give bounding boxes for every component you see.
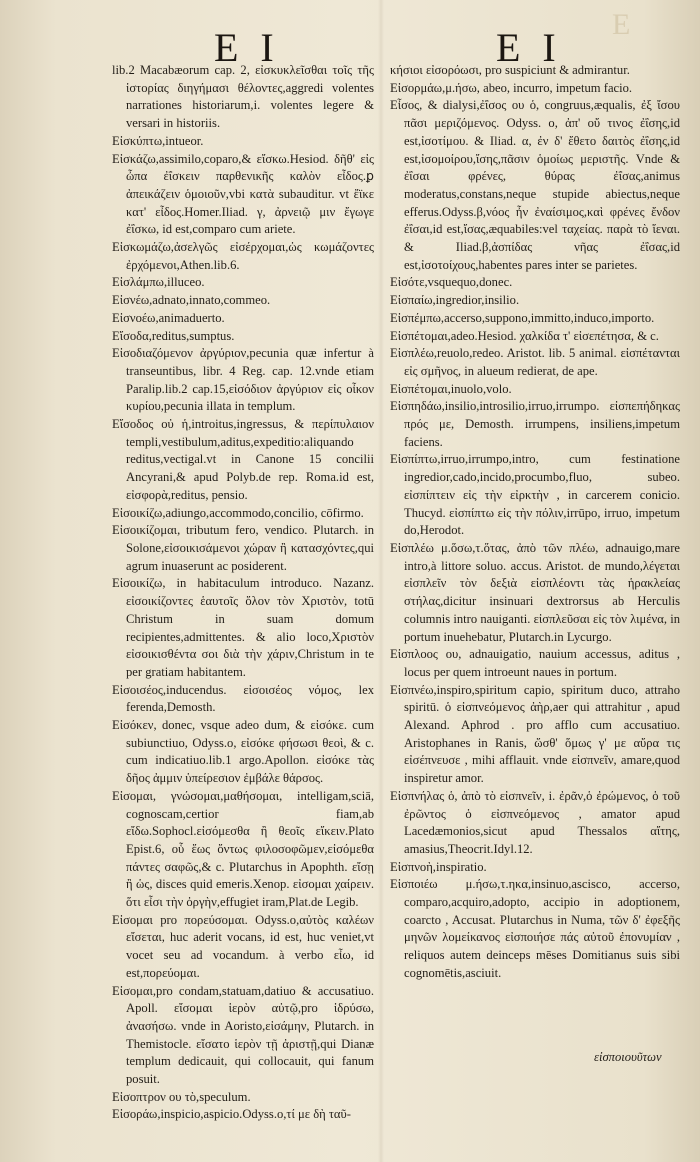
- dictionary-entry: Εἰσκωμάζω,ἀσελγῶς εἰσέρχομαι,ὡς κωμάζοντες ἐρχόμενοι,Athen.lib.6.: [112, 240, 374, 272]
- bleed-through-letter: E: [612, 8, 631, 41]
- dictionary-entry: Εἴσοδος οὐ ἡ,introitus,ingressus, & περίπυλαιον templi,vestibulum,aditus,expeditio:aliquando reditus,vectigal.vt in Canone 15 concilii Ancyrani,& apud Polyb.de rep. Roma.id est, εἰσφορὰ,reditus, pensio.: [112, 417, 374, 502]
- right-column: [390, 62, 680, 1102]
- dictionary-entry: Εἰσοράω,inspicio,aspicio.Odyss.o,τί με δὴ ταῦ-: [112, 1107, 351, 1122]
- dictionary-entry: Εἰσότε,vsquequo,donec.: [390, 275, 513, 290]
- dictionary-entry: κήσιοι εἰσορόωσι, pro suspiciunt & admirantur.: [390, 63, 630, 77]
- dictionary-entry: Εἰσοικίζω,adiungo,accommodo,concilio, cōfirmo.: [112, 505, 364, 520]
- dictionary-entry: Εἰσοπτρον ου τὸ,speculum.: [112, 1089, 251, 1104]
- dictionary-entry: Εἰσπέμπω,accerso,suppono,immitto,induco,importo.: [390, 310, 655, 325]
- dictionary-entry: Εἰσομαι pro πορεύσομαι. Odyss.o,αὐτὸς καλέων εἴσεται, huc aderit vocans, id est, huc veniet,vt vocet seu ad vocandum. à verbo εἶω, id est,πορεύομαι.: [112, 912, 374, 980]
- dictionary-entry: Εἰσκάζω,assimilo,coparo,& εἴσκω.Hesiod. δῆθ' εἰς ὦπα ἐΐσκειν παρθενικῆς καλὸν εἶδος.ꝑ ἀπεικάζειν ὁμοιοῦν,vbi κατὰ subauditur. vt ἔϊκε κατ' εἶδος.Homer.Iliad. γ, ἀρνειῷ μιν ἔγωγε ἐΐσκω, id est,comparo cum ariete.: [112, 151, 374, 237]
- dictionary-entry: Εἰσομαι, γνώσομαι,μαθήσομαι, intelligam,sciā, cognoscam,certior fiam,ab εἴδω.Sophocl.εἰσόμεσθα ἢ θεοῖς εἴκειν.Plato Epist.6, οὗ ἕως ὄντως φιλοσοφῶμεν,εἰσόμεθα πάντες σαφῶς,& c. Plutarchus in Apophth. εἴσῃ ἢ ὡς, disces quid emeris.Xenop. εἰσομαι χαίρειν. ὅτι εἶσι τὴν ὀργὴν,effugiet iram,Plat.de Legib.: [112, 788, 374, 910]
- dictionary-entry: Εἰσοδιαζόμενον ἀργύριον,pecunia quæ infertur à transeuntibus, libr. 4 Reg. cap. 12.vnde etiam Paralip.lib.2 cap.15,εἰσόδιον ἀργύριον εἰς οἶκον κυρίου,pecunia illata in templum.: [112, 346, 374, 414]
- dictionary-entry: Εἰσοικίζω, in habitaculum introduco. Nazanz. εἰσοικίζοντες ἑαυτοῖς ὅλον τὸν Χριστὸν, totū Christum in suam domum recipientes,admittentes. & alio loco,Χριστὸν εἰσοικισθέντα σοι διὰ τὴν χάριν,Christum in te per gratiam habitantem.: [112, 576, 374, 679]
- dictionary-entry: Εἰσορμάω,μ.ήσω, abeo, incurro, impetum facio.: [390, 80, 633, 95]
- dictionary-entry: Εἰσοισέος,inducendus. εἰσοισέος νόμος, lex ferenda,Demosth.: [112, 682, 374, 715]
- catchword: εἰσποιουῦτων: [594, 1050, 662, 1064]
- dictionary-entry: Εἰσπίπτω,irruo,irrumpo,intro, cum festinatione ingredior,cado,incido,procumbo,fluo, subeo. εἰσπίπτειν εἰς τὴν εἰρκτὴν , in carcerem conicio. Thucyd. εἰσπίπτω εἰς τὴν πόλιν,irrūpo, irruo, impetum do,Herodot.: [390, 452, 680, 538]
- dictionary-entry: Εἰσπαίω,ingredior,insilio.: [390, 293, 520, 308]
- dictionary-entry: Εἰσομαι,pro condam,statuam,datiuo & accusatiuo. Apoll. εἴσομαι ἱερὸν αὐτῷ,pro ἱδρύσω, ἀνασήσω. vnde in Aoristo,εἰσάμην, Plutarch. in Themistocle. εἴσατο ἱερὸν τῇ ἀριστῇ,qui Dianæ templum dedicauit, qui collocauit, qui fanum posuit.: [112, 983, 374, 1087]
- running-head-right: E I: [496, 25, 562, 70]
- dictionary-entry: Εἰσπλέω,reuolo,redeo. Aristot. lib. 5 animal. εἰσπέτανται εἰς σμῆνος, in alueum redierat, de ape.: [390, 346, 680, 378]
- dictionary-entry: Εἶσος, & dialysi,ἐΐσος ου ὁ, congruus,æqualis, ἐξ ἴσου πᾶσι μεριζόμενος. Odyss. ο, ἀπ' οὔ τινος ἐΐσης,id est,ἰσοτίμου. & Iliad. α, ἐν δ' ἔθετο δαιτὸς ἐΐσης,id est,ἰσομοίρου,ἴσης,πᾶσιν ὁμοίως μεριστῆς. Vnde & ἐΐσαι φρένες, θύρας ἐΐσας,animus moderatus,constans,neque stupide abiectus,neque efferus.Odyss.β,νόος ἦν ἐναίσιμος,καὶ φρένες ἔνδον ἐΐσαι,id est,ἴσας,æquabiles:vel ταχείας. παρὰ τὸ ἵεναι. & Iliad.β,ἀσπίδας νῆας ἐΐσας,id est,ἰσοτοίχους,habentes pares inter se parietes.: [390, 98, 680, 272]
- column-gutter: [378, 0, 384, 1162]
- dictionary-entry: Εἰσλάμπω,illuceo.: [112, 275, 205, 290]
- dictionary-entry: Εἰσπνήλας ὁ, ἀπὸ τὸ εἰσπνεῖν, i. ἐρᾶν,ὁ ἐρώμενος, ὁ τοῦ ἐρῶντος ὁ εἰσπνεόμενος , amator apud Lacedæmonios,sicut apud Thessalos αἴτης, amasius,Theocrit.Idyl.12.: [390, 788, 680, 856]
- dictionary-entry: Εἰσπλέω μ.ὅσω,τ.ὅτας, ἀπὸ τῶν πλέω, adnauigo,mare intro,à littore soluo. accus. Aristot. de mundo,λέγεται εἰσπλεῖν τὸν δεξιὰ εἰσπλέοντι τὰς ἡρακλείας στήλας,dicitur insinuari dextrorsus ab Herculis columnis intro nauiganti. εἰσπλεῦσαι εἰς τὸν λιμένα, in portum inuehebatur, Plutarch.in Lycurgo.: [390, 540, 680, 644]
- left-column: [112, 62, 374, 1122]
- dictionary-entry: lib.2 Macabæorum cap. 2, εἰσκυκλεῖσθαι τοῖς τῆς ἱστορίας διηγήμασι θέλοντες,aggredi volentes narrationes historiarum,i. volentes legere & versari in historiis.: [112, 63, 374, 131]
- dictionary-entry: Εἰσπνέω,inspiro,spiritum capio, spiritum duco, attraho spiritū. ὁ εἰσπνεόμενος ἀὴρ,aer qui attrahitur , apud Alexand. Aphrod . pro afflo cum accusatiuo. Aristophanes in Ranis, ὥσθ' ὅμως γ' με αὔρα τις εἰσέπνευσε , mihi afflauit. vnde εἰσπνεῖν, amare,quod inspiretur amor.: [390, 682, 680, 786]
- dictionary-entry: Εἰσνέω,adnato,innato,commeo.: [112, 293, 271, 308]
- dictionary-entry: Εἰσπηδάω,insilio,introsilio,irruo,irrumpo. εἰσπεπήδηκας πρός με, Demosth. irrumpens, insiliens,impetum faciens.: [390, 399, 680, 449]
- dictionary-entry: Εἰσπνοὴ,inspiratio.: [390, 859, 487, 874]
- dictionary-entry: Εἰσπέτομαι,inuolo,volo.: [390, 381, 512, 396]
- dictionary-entry: Εἰσοικίζομαι, tributum fero, vendico. Plutarch. in Solone,εἰσοικισάμενοι χώραν ἢ κατασχόντες,qui agrum inuaserunt ac posiderent.: [112, 523, 374, 573]
- dictionary-entry: Εἰσπλοος ου, adnauigatio, nauium accessus, aditus , locus per quem introeunt naues in portum.: [390, 647, 680, 679]
- dictionary-entry: Εἰσνοέω,animaduerto.: [112, 310, 225, 325]
- dictionary-entry: Εἰσποιέω μ.ήσω,τ.ηκα,insinuo,ascisco, accerso, comparo,acquiro,adopto, accipio in adoptionem, coarcto , Accusat. Plutarchus in Numa, τῶν δ' ἐφεξῆς μηνῶν λομείκανος εἰσποιήσε πάς αὐτοῦ ἐπονυμίαν , reliquos autem deinceps mēses Domitianus suis sibi cognomētis,asciuit.: [390, 877, 680, 980]
- running-head-left: E I: [214, 25, 280, 70]
- dictionary-entry: Εἰσπέτομαι,adeo.Hesiod. χαλκίδα τ' εἰσεπέτησα, & c.: [390, 328, 659, 343]
- dictionary-entry: Εἴσοδα,reditus,sumptus.: [112, 328, 235, 343]
- dictionary-entry: Εἰσκύπτω,intueor.: [112, 133, 204, 148]
- dictionary-entry: Εἰσόκεν, donec, vsque adeo dum, & εἰσόκε. cum subiunctiuo, Odyss.o, εἰσόκε φήσωσι θεοὶ, & c. cum indicatiuo.lib.1 argo.Apollon. εἰσόκε τὰς δῆος ἀμμιν ὑπείρεσιον ἐμβάλε θάρσος.: [112, 718, 374, 786]
